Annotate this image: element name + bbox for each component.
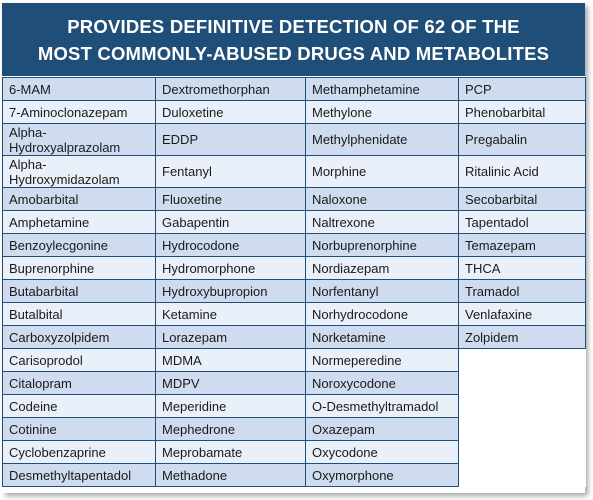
drug-cell: Norketamine	[306, 326, 459, 349]
drug-cell: Norfentanyl	[306, 280, 459, 303]
drug-cell: Pregabalin	[459, 124, 586, 156]
drug-cell: Norhydrocodone	[306, 303, 459, 326]
drug-cell: Alpha-Hydroxyalprazolam	[3, 124, 156, 156]
table-row	[3, 280, 586, 303]
drug-cell: Hydrocodone	[156, 234, 306, 257]
drug-cell: Secobarbital	[459, 188, 586, 211]
table-row	[3, 372, 586, 395]
drug-cell: Methylone	[306, 101, 459, 124]
drug-cell: Gabapentin	[156, 211, 306, 234]
drug-cell: Zolpidem	[459, 326, 586, 349]
drug-cell: Cyclobenzaprine	[3, 441, 156, 464]
drug-cell: Carboxyzolpidem	[3, 326, 156, 349]
empty-cell	[459, 464, 586, 487]
table-row	[3, 349, 586, 372]
drug-cell: Noroxycodone	[306, 372, 459, 395]
drug-cell: Amphetamine	[3, 211, 156, 234]
drug-cell: Buprenorphine	[3, 257, 156, 280]
table-row	[3, 395, 586, 418]
drug-cell: Desmethyltapentadol	[3, 464, 156, 487]
drug-cell: EDDP	[156, 124, 306, 156]
empty-cell	[459, 372, 586, 395]
table-row	[3, 78, 586, 101]
drug-cell: Alpha-Hydroxymidazolam	[3, 156, 156, 188]
empty-cell	[459, 395, 586, 418]
table-row	[3, 303, 586, 326]
table-row	[3, 101, 586, 124]
drug-cell: Mephedrone	[156, 418, 306, 441]
panel-header	[2, 3, 585, 76]
drug-cell: 7-Aminoclonazepam	[3, 101, 156, 124]
drug-cell: Hydromorphone	[156, 257, 306, 280]
table-row	[3, 156, 586, 188]
drug-cell: 6-MAM	[3, 78, 156, 101]
table-row	[3, 441, 586, 464]
drug-cell: Ketamine	[156, 303, 306, 326]
drug-cell: Lorazepam	[156, 326, 306, 349]
table-row	[3, 188, 586, 211]
drug-cell: Temazepam	[459, 234, 586, 257]
table-row	[3, 124, 586, 156]
drug-cell: Amobarbital	[3, 188, 156, 211]
table-row	[3, 257, 586, 280]
drug-cell: Oxycodone	[306, 441, 459, 464]
drug-cell: O-Desmethyltramadol	[306, 395, 459, 418]
empty-cell	[459, 418, 586, 441]
drug-cell: Phenobarbital	[459, 101, 586, 124]
header-line-1: PROVIDES DEFINITIVE DETECTION OF 62 OF THE	[67, 16, 520, 37]
drug-cell: Tapentadol	[459, 211, 586, 234]
drug-cell: Tramadol	[459, 280, 586, 303]
drug-cell: Normeperedine	[306, 349, 459, 372]
drug-cell: Meperidine	[156, 395, 306, 418]
drug-cell: Norbuprenorphine	[306, 234, 459, 257]
drug-table	[2, 77, 586, 487]
drug-cell: Hydroxybupropion	[156, 280, 306, 303]
drug-cell: Nordiazepam	[306, 257, 459, 280]
table-row	[3, 326, 586, 349]
drug-cell: Benzoylecgonine	[3, 234, 156, 257]
header-line-2: MOST COMMONLY-ABUSED DRUGS AND METABOLITES	[37, 43, 550, 64]
drug-cell: Fluoxetine	[156, 188, 306, 211]
drug-cell: PCP	[459, 78, 586, 101]
drug-cell: Carisoprodol	[3, 349, 156, 372]
drug-cell: Methylphenidate	[306, 124, 459, 156]
empty-cell	[459, 349, 586, 372]
table-row	[3, 464, 586, 487]
drug-cell: Butabarbital	[3, 280, 156, 303]
drug-cell: Fentanyl	[156, 156, 306, 188]
drug-cell: Oxazepam	[306, 418, 459, 441]
drug-cell: Citalopram	[3, 372, 156, 395]
drug-cell: Butalbital	[3, 303, 156, 326]
drug-cell: Duloxetine	[156, 101, 306, 124]
drug-cell: Ritalinic Acid	[459, 156, 586, 188]
table-row	[3, 234, 586, 257]
drug-cell: THCA	[459, 257, 586, 280]
drug-cell: Codeine	[3, 395, 156, 418]
drug-cell: Cotinine	[3, 418, 156, 441]
drug-cell: Venlafaxine	[459, 303, 586, 326]
table-row	[3, 211, 586, 234]
drug-cell: Morphine	[306, 156, 459, 188]
drug-cell: Methamphetamine	[306, 78, 459, 101]
drug-cell: Naloxone	[306, 188, 459, 211]
drug-cell: Dextromethorphan	[156, 78, 306, 101]
empty-cell	[459, 441, 586, 464]
table-row	[3, 418, 586, 441]
drug-cell: Methadone	[156, 464, 306, 487]
drug-cell: Naltrexone	[306, 211, 459, 234]
drug-cell: Oxymorphone	[306, 464, 459, 487]
drug-cell: MDMA	[156, 349, 306, 372]
drug-cell: MDPV	[156, 372, 306, 395]
drug-cell: Meprobamate	[156, 441, 306, 464]
